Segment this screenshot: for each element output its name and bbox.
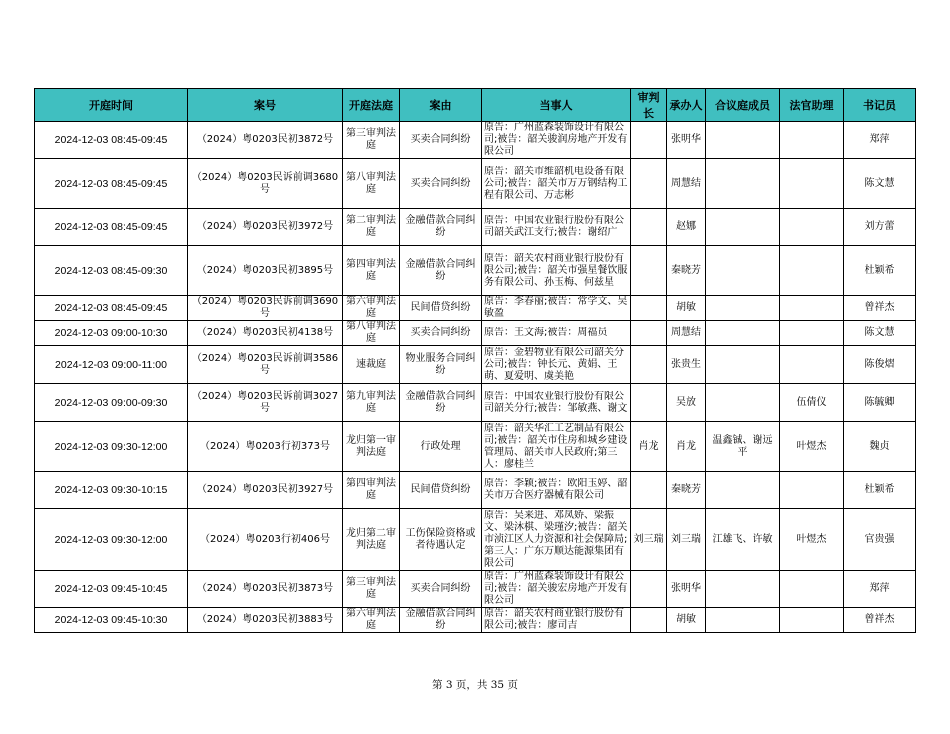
table-row: [35, 608, 916, 633]
cell-cause: 买卖合同纠纷: [400, 321, 482, 346]
cell-time: 2024-12-03 09:30-12:00: [35, 422, 188, 472]
table-row: [35, 472, 916, 509]
cell-judge: 胡敏: [667, 608, 706, 633]
col-header-chief: 审判长: [631, 89, 667, 122]
cell-clerk: 陈文慧: [844, 159, 916, 209]
cell-court: 第九审判法庭: [343, 384, 400, 422]
cell-court: 第八审判法庭: [343, 159, 400, 209]
col-header-judge: 承办人: [667, 89, 706, 122]
cell-time: 2024-12-03 09:45-10:30: [35, 608, 188, 633]
cell-parties: [482, 608, 631, 633]
cell-assistant: 伍倩仪: [780, 384, 844, 422]
cell-clerk: 魏贞: [844, 422, 916, 472]
cell-assistant: [780, 346, 844, 384]
cell-cause: 金融借款合同纠纷: [400, 608, 482, 633]
cell-time: 2024-12-03 08:45-09:45: [35, 296, 188, 321]
parties-text: 原告：韶关华汇工艺制品有限公司;被告：韶关市住房和城乡建设管理局、韶关市人民政府;第三人：廖桂兰: [484, 422, 628, 470]
table-row: [35, 296, 916, 321]
parties-text: 原告：中国农业银行股份有限公司韶关分行;被告：邹敏燕、谢文: [484, 390, 628, 414]
cell-assistant: [780, 209, 844, 246]
cell-judge: 周慧结: [667, 321, 706, 346]
cell-parties: [482, 209, 631, 246]
cell-judge: 张明华: [667, 122, 706, 159]
cell-chief: [631, 209, 667, 246]
cell-case-no: （2024）粤0203民初3872号: [188, 122, 343, 159]
cell-court: 第二审判法庭: [343, 209, 400, 246]
col-header-time: 开庭时间: [35, 89, 188, 122]
col-header-clerk: 书记员: [844, 89, 916, 122]
cell-cause: 买卖合同纠纷: [400, 571, 482, 608]
col-header-case-no: 案号: [188, 89, 343, 122]
cell-judge: 胡敏: [667, 296, 706, 321]
cell-judge: 秦晓芳: [667, 246, 706, 296]
cell-assistant: [780, 608, 844, 633]
cell-case-no: （2024）粤0203民诉前调3027号: [188, 384, 343, 422]
cell-clerk: 郑萍: [844, 571, 916, 608]
cell-cause: 工伤保险资格或者待遇认定: [400, 509, 482, 571]
cell-cause: 金融借款合同纠纷: [400, 246, 482, 296]
cell-panel: [706, 346, 780, 384]
table-row: [35, 422, 916, 472]
cell-court: 第三审判法庭: [343, 571, 400, 608]
cell-time: 2024-12-03 09:45-10:45: [35, 571, 188, 608]
parties-text: 原告：广州蓝森装饰设计有限公司;被告：韶关骏宏房地产开发有限公司: [484, 571, 628, 606]
table-row: [35, 346, 916, 384]
cell-parties: [482, 159, 631, 209]
parties-text: 原告：李颖;被告：欧阳玉婷、韶关市万合医疗器械有限公司: [484, 478, 628, 501]
cell-time: 2024-12-03 09:00-10:30: [35, 321, 188, 346]
cell-panel: [706, 246, 780, 296]
cell-chief: 刘三瑞: [631, 509, 667, 571]
cell-time: 2024-12-03 09:30-10:15: [35, 472, 188, 509]
table-row: [35, 384, 916, 422]
table-row: [35, 571, 916, 608]
cell-clerk: 刘方蕾: [844, 209, 916, 246]
cell-time: 2024-12-03 08:45-09:45: [35, 122, 188, 159]
col-header-cause: 案由: [400, 89, 482, 122]
cell-panel: [706, 122, 780, 159]
cell-chief: [631, 608, 667, 633]
cell-panel: [706, 608, 780, 633]
cell-chief: [631, 571, 667, 608]
cell-judge: 张明华: [667, 571, 706, 608]
parties-text: 原告：吴来进、邓凤娇、梁振文、梁沐棋、梁瑾汐;被告：韶关市浈江区人力资源和社会保障局;第三人：广东万顺达能源集团有限公司: [484, 509, 628, 569]
table-row: [35, 246, 916, 296]
parties-text: 原告：李春丽;被告：常学文、吴敏盈: [484, 296, 628, 319]
cell-judge: 刘三瑞: [667, 509, 706, 571]
cell-panel: [706, 384, 780, 422]
cell-panel: 温鑫铖、谢远平: [706, 422, 780, 472]
cell-assistant: 叶煜杰: [780, 509, 844, 571]
cell-cause: 买卖合同纠纷: [400, 159, 482, 209]
header-row: [35, 89, 916, 122]
cell-parties: [482, 321, 631, 346]
cell-assistant: [780, 321, 844, 346]
cell-chief: [631, 321, 667, 346]
table-row: [35, 209, 916, 246]
cell-clerk: 曾祥杰: [844, 608, 916, 633]
cell-parties: [482, 296, 631, 321]
cell-judge: 秦晓芳: [667, 472, 706, 509]
parties-text: 原告：韶关农村商业银行股份有限公司;被告：廖司吉: [484, 608, 624, 631]
cell-parties: [482, 422, 631, 472]
cell-case-no: （2024）粤0203民初3927号: [188, 472, 343, 509]
cell-cause: 物业服务合同纠纷: [400, 346, 482, 384]
cell-parties: [482, 384, 631, 422]
cell-time: 2024-12-03 09:00-09:30: [35, 384, 188, 422]
cell-assistant: [780, 472, 844, 509]
parties-text: 原告：中国农业银行股份有限公司韶关武江支行;被告：谢绍广: [484, 215, 624, 238]
cell-cause: 民间借贷纠纷: [400, 296, 482, 321]
cell-cause: 民间借贷纠纷: [400, 472, 482, 509]
schedule-table: [34, 88, 916, 633]
cell-court: 第四审判法庭: [343, 472, 400, 509]
cell-assistant: [780, 296, 844, 321]
parties-text: 原告：王文海;被告：周福员: [484, 327, 608, 338]
cell-case-no: （2024）粤0203行初373号: [188, 422, 343, 472]
cell-judge: 周慧结: [667, 159, 706, 209]
cell-chief: [631, 296, 667, 321]
cell-panel: [706, 209, 780, 246]
cell-case-no: （2024）粤0203民诉前调3690号: [188, 296, 343, 321]
cell-court: 第八审判法庭: [343, 321, 400, 346]
cell-panel: [706, 472, 780, 509]
col-header-court: 开庭法庭: [343, 89, 400, 122]
cell-court: 龙归第二审判法庭: [343, 509, 400, 571]
cell-case-no: （2024）粤0203民初4138号: [188, 321, 343, 346]
cell-clerk: 陈文慧: [844, 321, 916, 346]
parties-text: 原告：金碧物业有限公司韶关分公司;被告：钟长元、黄娟、王萌、夏爱明、虞美艳: [484, 346, 624, 382]
parties-text: 原告：广州蓝森装饰设计有限公司;被告：韶关骏润房地产开发有限公司: [484, 122, 628, 157]
cell-clerk: 陈毓卿: [844, 384, 916, 422]
cell-time: 2024-12-03 09:30-12:00: [35, 509, 188, 571]
cell-case-no: （2024）粤0203民初3972号: [188, 209, 343, 246]
parties-text: 原告：韶关市维韶机电设备有限公司;被告：韶关市万万钢结构工程有限公司、万志彬: [484, 165, 628, 201]
cell-court: 第六审判法庭: [343, 296, 400, 321]
cell-clerk: 杜颖希: [844, 246, 916, 296]
cell-parties: [482, 472, 631, 509]
cell-court: 第六审判法庭: [343, 608, 400, 633]
table-row: [35, 122, 916, 159]
parties-text: 原告：韶关农村商业银行股份有限公司;被告：韶关市强星餐饮服务有限公司、孙玉梅、何兹星: [484, 252, 628, 288]
cell-case-no: （2024）粤0203民诉前调3586号: [188, 346, 343, 384]
cell-cause: 行政处理: [400, 422, 482, 472]
cell-clerk: 郑萍: [844, 122, 916, 159]
cell-panel: [706, 571, 780, 608]
cell-case-no: （2024）粤0203民初3895号: [188, 246, 343, 296]
cell-time: 2024-12-03 09:00-11:00: [35, 346, 188, 384]
cell-chief: 肖龙: [631, 422, 667, 472]
cell-clerk: 官贵强: [844, 509, 916, 571]
cell-panel: [706, 159, 780, 209]
cell-assistant: [780, 159, 844, 209]
cell-parties: [482, 509, 631, 571]
cell-parties: [482, 246, 631, 296]
table-row: [35, 159, 916, 209]
cell-clerk: 曾祥杰: [844, 296, 916, 321]
cell-chief: [631, 122, 667, 159]
cell-case-no: （2024）粤0203民初3883号: [188, 608, 343, 633]
cell-cause: 买卖合同纠纷: [400, 122, 482, 159]
cell-cause: 金融借款合同纠纷: [400, 209, 482, 246]
cell-court: 龙归第一审判法庭: [343, 422, 400, 472]
cell-judge: 张贵生: [667, 346, 706, 384]
cell-case-no: （2024）粤0203行初406号: [188, 509, 343, 571]
cell-clerk: 陈俊熠: [844, 346, 916, 384]
page-footer: 第 3 页，共 35 页: [432, 679, 518, 691]
cell-court: 第四审判法庭: [343, 246, 400, 296]
cell-chief: [631, 246, 667, 296]
cell-panel: [706, 321, 780, 346]
cell-cause: 金融借款合同纠纷: [400, 384, 482, 422]
cell-assistant: [780, 122, 844, 159]
col-header-assistant: 法官助理: [780, 89, 844, 122]
cell-chief: [631, 346, 667, 384]
cell-panel: 江雄飞、许敏: [706, 509, 780, 571]
cell-chief: [631, 159, 667, 209]
cell-assistant: [780, 571, 844, 608]
cell-panel: [706, 296, 780, 321]
cell-assistant: [780, 246, 844, 296]
cell-parties: [482, 346, 631, 384]
cell-clerk: 杜颖希: [844, 472, 916, 509]
cell-case-no: （2024）粤0203民初3873号: [188, 571, 343, 608]
cell-judge: 吴放: [667, 384, 706, 422]
col-header-panel: 合议庭成员: [706, 89, 780, 122]
cell-assistant: 叶煜杰: [780, 422, 844, 472]
col-header-parties: 当事人: [482, 89, 631, 122]
cell-judge: 赵娜: [667, 209, 706, 246]
cell-parties: [482, 122, 631, 159]
cell-time: 2024-12-03 08:45-09:45: [35, 209, 188, 246]
cell-chief: [631, 472, 667, 509]
cell-chief: [631, 384, 667, 422]
cell-parties: [482, 571, 631, 608]
cell-court: 第三审判法庭: [343, 122, 400, 159]
cell-case-no: （2024）粤0203民诉前调3680号: [188, 159, 343, 209]
table-row: [35, 509, 916, 571]
cell-judge: 肖龙: [667, 422, 706, 472]
cell-court: 速裁庭: [343, 346, 400, 384]
table-row: [35, 321, 916, 346]
cell-time: 2024-12-03 08:45-09:45: [35, 159, 188, 209]
cell-time: 2024-12-03 08:45-09:30: [35, 246, 188, 296]
